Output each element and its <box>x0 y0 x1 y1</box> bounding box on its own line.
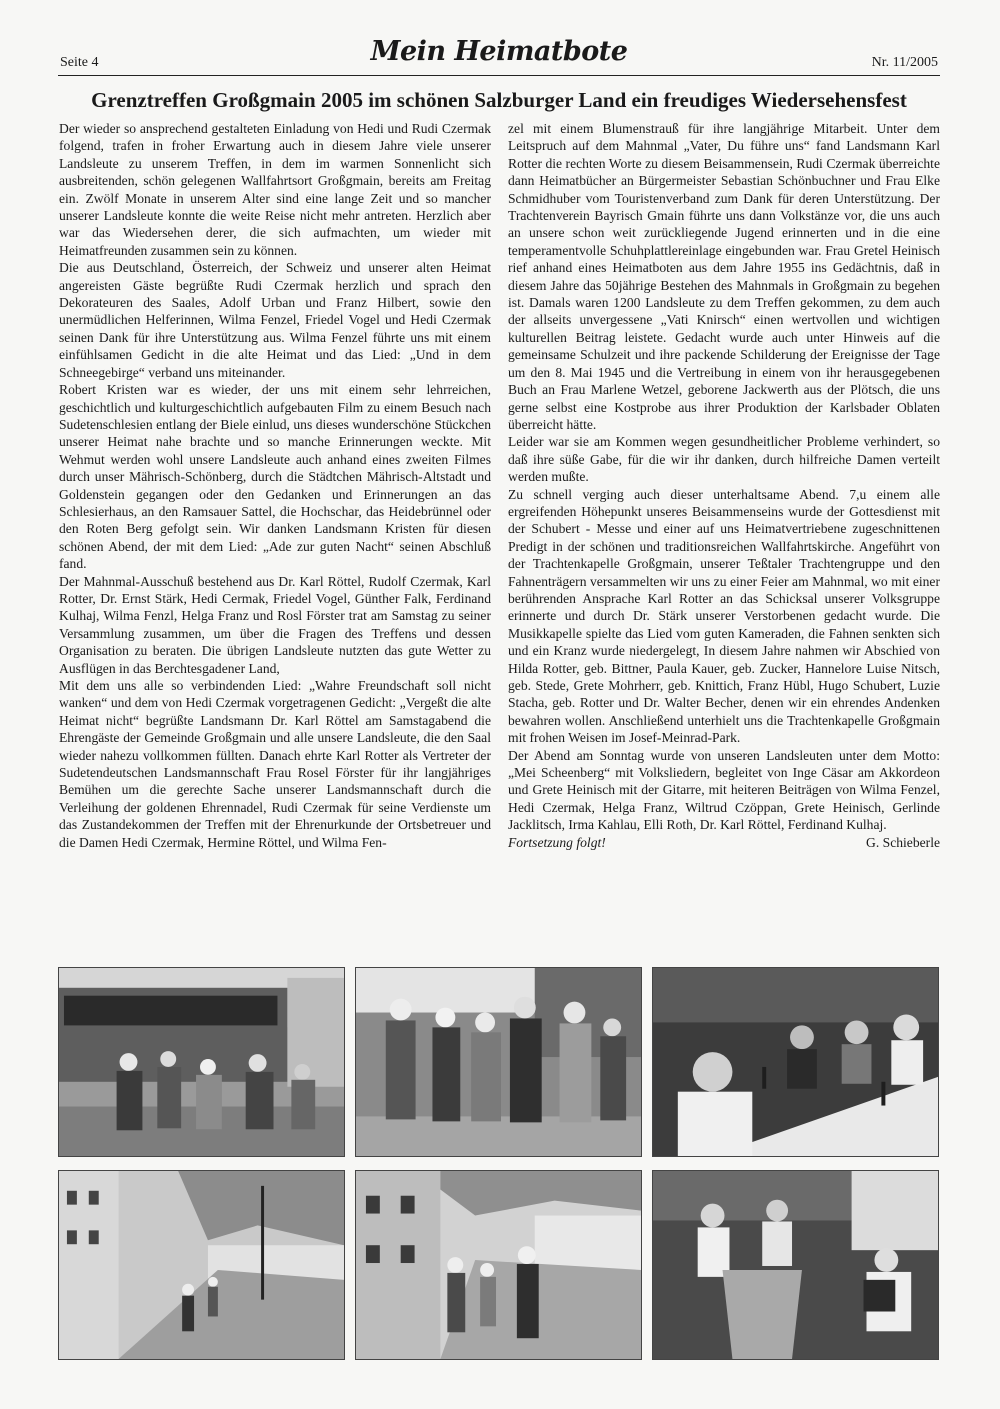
photo-hall-table <box>652 967 939 1157</box>
paragraph: zel mit einem Blumenstrauß für ihre langjährige Mitarbeit. Unter dem Leitspruch auf dem Mahnmal „Vater, Du führe uns“ fand Landsmann Karl Rotter die rechten Worte zu diesem Beisammensein, Rudi Czermak überreichte dann Heimatbücher an Bürgermeister Sebastian Schönbuchner und Frau Elke Schmidhuber vom Touristenverband zum Dank für deren Unterstützung. Der Trachtenverein Bayrisch Gmain führte uns dann Volkstänze vor, die uns auch an unsere schon weit zurückliegende Jugend erinnerten und in die eine temperamentvolle Schuhplattlereinlage eingebunden war. Frau Gretel Heinisch rief anhand eines Heimatboten aus dem Jahre 1955 ins Gedächtnis, daß in diesem Jahre das 50jährige Bestehen des Mahnmals in Großgmain zu begehen ist. Damals waren 1200 Landsleute zu dem Treffen gekommen, zu dem auch der allseits unvergessene „Vati Knirsch“ einen wertvollen und wichtigen kulturellen Beitrag leistete. Gedacht wurde auch unter Hinweis auf die gemeinsame Schulzeit und ihre packende Schilderung der Ereignisse der Tage um den 8. Mai 1945 und die Vertreibung in einem von ihr herausgegebenen Buch an Frau Marlene Wetzel, geborene Jackwerth aus der Plötsch, die uns gerne selbst eine Kostprobe aus ihrer Produktion der Karlsbader Oblaten überreicht hätte. <box>508 121 940 432</box>
photo-crowd-outdoor <box>355 967 642 1157</box>
page-number: Seite 4 <box>60 55 99 70</box>
paragraph: Der Mahnmal-Ausschuß bestehend aus Dr. Karl Röttel, Rudolf Czermak, Karl Rotter, Dr. Ernst Stärk, Hedi Cermak, Friedel Vogel, Günther Falk, Ferdinand Kulhaj, Wilma Fenzl, Helga Franz und Rosl Förster trat am Samstag zu seiner Versammlung zusammen, um über die Fragen des Treffens und dessen Organisation zu beraten. Die übrigen Landsleute nutzten das gute Wetter zu Ausflügen in das Berchtesgadener Land, <box>59 573 491 676</box>
paragraph: Die aus Deutschland, Österreich, der Schweiz und unserer alten Heimat angereisten Gäste begrüßte Rudi Czermak herzlich und sprach den Dekorateuren des Saales, Adolf Urban und Franz Hilbert, sowie den unermüdlichen Helferinnen, Wilma Fenzel, Friedel Vogel und Hedi Czermak seinen Dank für ihre Unterstützung aus. Wilma Fenzel führte uns mit einem einfühlsamen Gedicht in die alte Heimat und das Lied: „Und in dem Schneegebirge“ verband uns miteinander. <box>59 260 491 380</box>
continuation-note: Fortsetzung folgt! <box>508 834 606 850</box>
paragraph: Robert Kristen war es wieder, der uns mit einem sehr lehrreichen, geschichtlich und kulturgeschichtlich aufgebauten Film zu einem Besuch nach Sudetenschlesien entlang der Biele einlud, uns dieses wunderschöne Stückchen unserer Heimat nahe brachte und so manche Erinnerungen weckte. Mit Wehmut werden wohl unsere Landsleute auch anhand eines zweiten Filmes durch unser Mährisch-Schönberg, durch die Städtchen Mährisch-Altstadt und Goldenstein gegangen oder den Gedanken und Erinnerungen an das Schlesierhaus, an den Ramsauer Sattel, die Hochschar, das Heidebrünnel oder den Roten Berg gefolgt sein. Wir danken Landsmann Kristen für diesen schönen Abend, der mit dem Lied: „Ade zur guten Nacht“ seinen Abschluß fand. <box>59 382 491 572</box>
photo-lakeside-walk <box>355 1170 642 1360</box>
photo-lakeside-town <box>58 1170 345 1360</box>
article-column-right <box>508 120 940 851</box>
paragraph: Leider war sie am Kommen wegen gesundheitlicher Probleme verhindert, so daß ihre süße Gabe, für die wir ihr danken, durch hilfreiche Damen verteilt werden mußte. <box>508 434 940 485</box>
article-footer <box>508 834 940 851</box>
paragraph: Mit dem uns alle so verbindenden Lied: „Wahre Freundschaft soll nicht wanken“ und dem von Hedi Czermak vorgetragenen Gedicht: „Vergeßt die alte Heimat nicht“ begrüßte Landsmann Dr. Karl Röttel am Samstagabend die Ehrengäste der Gemeinde Großgmain und alle unsere Landsleute, die den Saal wieder nahezu vollkommen füllten. Danach ehrte Karl Rotter als Vertreter der Sudetendeutschen Landsmannschaft Frau Rosel Förster für ihr langjähriges Bemühen um die gerechte Sache unserer Landsmannschaft durch die Verleihung der goldenen Ehrennadel, Rudi Czermak für seine Verdienste um das Zustandekommen der Treffen mit der Ehrenurkunde der Ortsbetreuer und die Damen Hedi Czermak, Hermine Röttel, und Wilma Fen- <box>59 678 491 850</box>
issue-number: Nr. 11/2005 <box>871 55 938 70</box>
masthead-title: Mein Heimatbote <box>370 36 628 67</box>
header-rule <box>58 75 940 76</box>
photo-podium-accordion <box>652 1170 939 1360</box>
paragraph: Zu schnell verging auch dieser unterhaltsame Abend. 7,u einem alle ergreifenden Höhepunkt unseres Beisammenseins wurde der Gottesdienst mit der Schubert - Messe und einer auf uns Heimatvertriebene zugeschnittenen Predigt in der schönen und traditionsreichen Wallfahrtskirche. Angeführt von der Trachtenkapelle Großgmain, unserer Teßtaler Trachtengruppe und den Fahnenträgern versammelten wir uns zu einer Feier am Mahnmal, wo mit einer berührenden Ansprache Karl Rotter an das Schicksal unserer Volksgruppe erinnerte und durch Dr. Stärk unserer Verstorbenen gedacht wurde. Die Musikkapelle spielte das Lied vom guten Kameraden, die Fahnen senkten sich und ein Kranz wurde niedergelegt, In diesem Jahre nahmen wir Abschied von Hilda Rotter, geb. Bittner, Paula Kauer, geb. Zucker, Hannelore Luise Nitsch, geb. Stede, Grete Mohrherr, geb. Knittich, Franz Hübl, Hugo Schubert, Luzie Stacha, geb. Rotter und Dr. Walter Becher, denen wir ein ehrendes Andenken bewahren wollen. Anschließend unterhielt uns die Trachtenkapelle Großgmain mit frohen Weisen im Josef-Meinrad-Park. <box>508 486 940 746</box>
page-header <box>58 36 940 76</box>
paragraph: Der Abend am Sonntag wurde von unseren Landsleuten unter dem Motto: „Mei Scheenberg“ mit Volksliedern, begleitet von Inge Cäsar am Akkordeon und Grete Heinisch mit der Gitarre, mit heiteren Beiträgen von Wilma Fenzel, Hedi Czermak, Helga Franz, Wiltrud Czöppan, Grete Heinisch, Gerlinde Jacklitsch, Irma Kahlau, Elli Roth, Dr. Karl Röttel, Ferdinand Kulhaj. <box>508 747 940 833</box>
photo-bus-group <box>58 967 345 1157</box>
paragraph: Der wieder so ansprechend gestalteten Einladung von Hedi und Rudi Czermak folgend, trafen in froher Erwartung auch in diesem Jahre viele unserer Landsleute zu unserem Treffen, in dem im warmen Sonnenlicht sich ausbreitenden, schön gelegenen Wallfahrtsort Großgmain, bereits am Freitag ein. Zwölf Monate in unserem Alter sind eine lange Zeit und so mancher unserer Landsleute konnte die weite Reise nicht mehr antreten. Herzlich aber war das Wiedersehen derer, die sich aufmachten, um wieder mit Heimatfreunden zusammen sein zu können. <box>59 121 491 258</box>
author-signature: G. Schieberle <box>866 834 940 850</box>
article-column-left <box>59 120 491 851</box>
article-headline: Grenztreffen Großgmain 2005 im schönen Salzburger Land ein freudiges Wiedersehensfest <box>91 88 907 112</box>
